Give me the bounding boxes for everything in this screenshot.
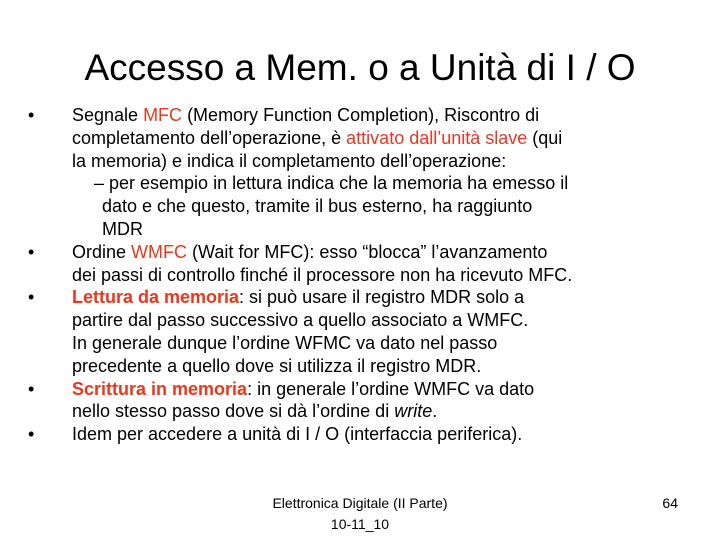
attivato-highlight: attivato dall’unità slave: [346, 127, 528, 148]
sub-bullet-lettura: – per esempio in lettura indica che la memoria ha emesso il: [94, 173, 569, 194]
bullet-marker: •: [28, 105, 35, 125]
footer-course-name: Elettronica Digitale (II Parte): [272, 495, 448, 511]
page-number: 64: [662, 495, 678, 511]
scrittura-heading: Scrittura in memoria: [72, 378, 248, 399]
bullet-marker: •: [28, 287, 35, 308]
bullet-wmfc: • Ordine WMFC (Wait for MFC): esso “blocca” l’avanzamento dei passi di controllo finché il processore non ha ricevuto MFC.: [28, 241, 573, 285]
slide-title: Accesso a Mem. o a Unità di I / O: [84, 47, 636, 88]
bullet-marker: •: [28, 424, 35, 445]
wmfc-term: WMFC: [131, 241, 188, 262]
footer-course-code: 10-11_10: [330, 516, 390, 532]
lettura-heading: Lettura da memoria: [72, 287, 240, 308]
bullet-scrittura: • Scrittura in memoria: in generale l’ordine WMFC va dato nello stesso passo dove si dà l’ordine di write.: [28, 378, 535, 422]
slide-content: [0, 104, 720, 446]
bullet-io: • Idem per accedere a unità di I / O (interfaccia periferica).: [28, 424, 523, 445]
write-term: write: [394, 401, 433, 422]
mfc-term: MFC: [143, 105, 183, 125]
bullet-marker: •: [28, 378, 35, 399]
bullet-lettura: • Lettura da memoria: si può usare il registro MDR solo a partire dal passo successivo a quello associato a WMFC. In generale dunque l’ordine WFMC va dato nel passo precedente a quello dove si utilizza il registro MDR.: [28, 287, 529, 376]
bullet-mfc: • Segnale MFC (Memory Function Completion), Riscontro di completamento dell’operazione, è attivato dall’unità slave (qui la memoria) e indica il completamento dell’operazione: – per esempio in lettura indica che la memoria ha emesso il dato e che questo, tramite il bus esterno, ha raggiunto MDR: [0, 104, 720, 241]
bullet-marker: •: [28, 241, 35, 262]
footer-course: [230, 493, 490, 535]
